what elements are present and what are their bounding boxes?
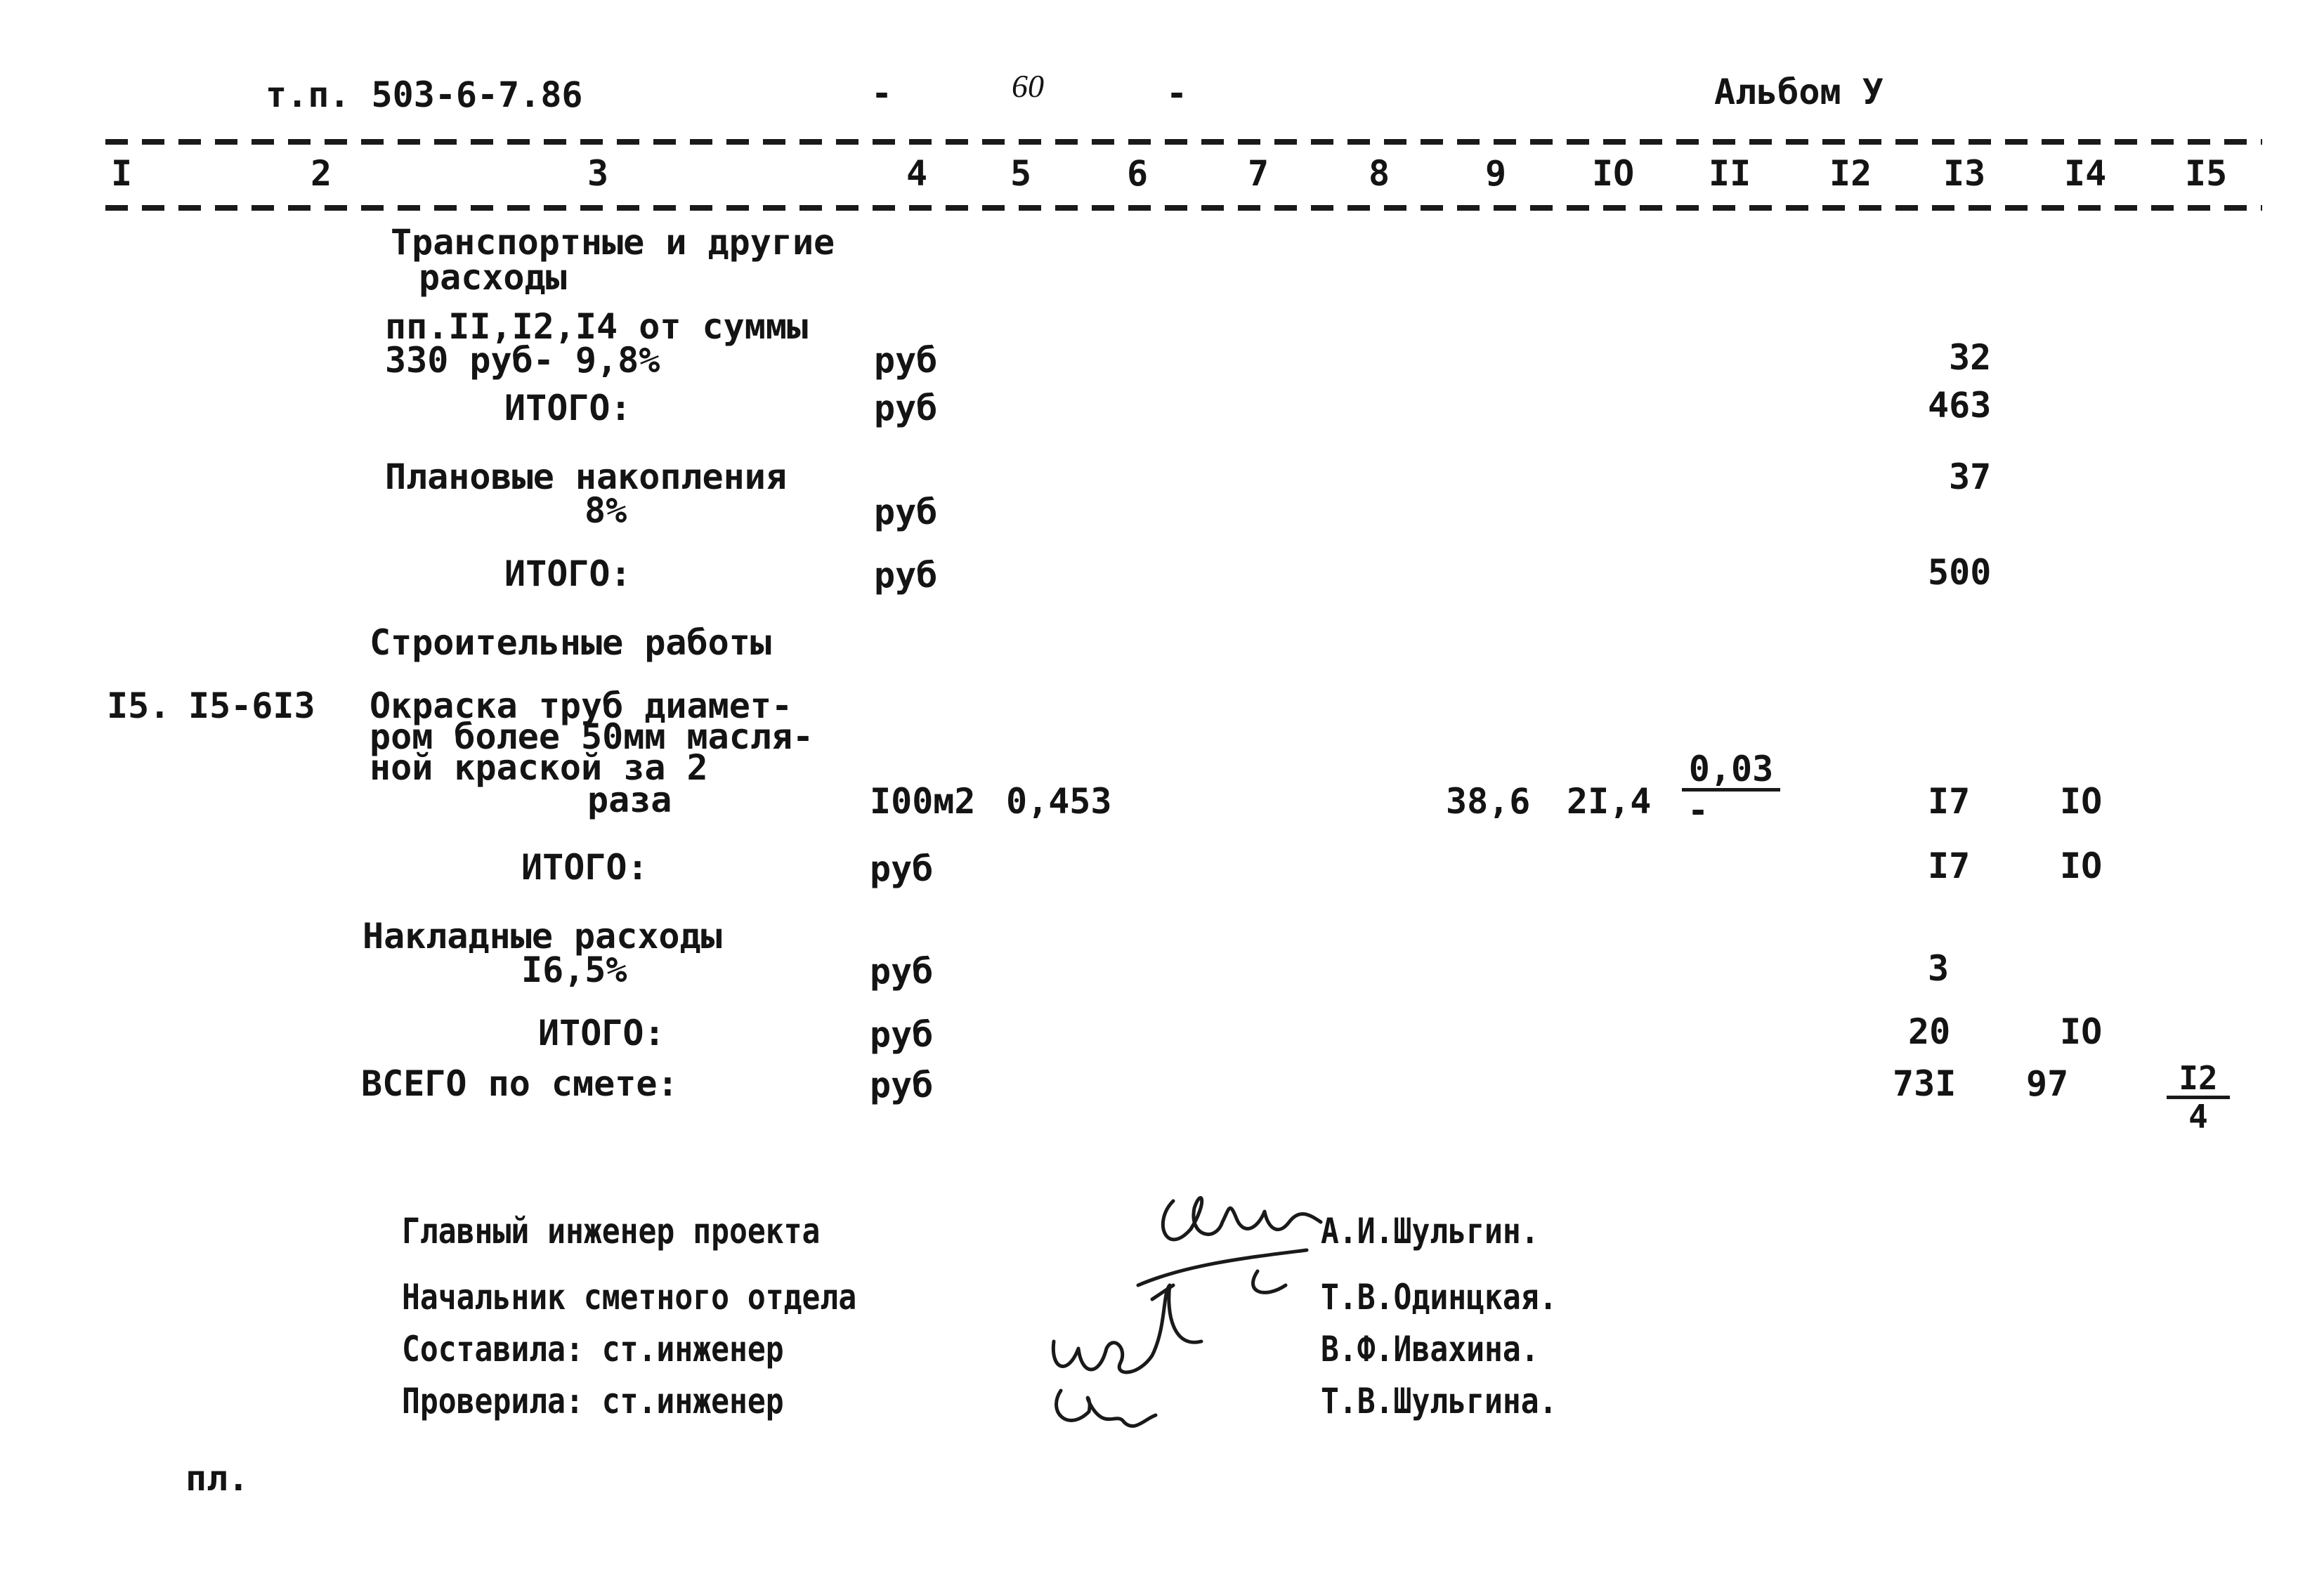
col-2: 2	[311, 153, 332, 194]
row-planned-line2: 8%	[585, 490, 627, 531]
row-total1-label: ИТОГО:	[504, 388, 632, 428]
dashed-rule-top	[105, 139, 2262, 145]
row-total3-unit: руб	[870, 848, 934, 889]
row-total4-label: ИТОГО:	[538, 1013, 665, 1053]
row-overhead-line1: Накладные расходы	[363, 916, 722, 957]
row-total1-unit: руб	[874, 388, 938, 428]
doc-code: т.п. 503-6-7.86	[266, 74, 583, 115]
row-items-line2: 330 руб- 9,8%	[385, 340, 660, 381]
grand-total-c15-denominator: 4	[2188, 1098, 2208, 1136]
row-total4-c13: 20	[1908, 1011, 1951, 1052]
col-8: 8	[1369, 153, 1390, 194]
row-overhead-unit: руб	[870, 951, 934, 992]
album-label: Альбом У	[1714, 72, 1884, 112]
row-total3-c13: I7	[1928, 846, 1971, 886]
header-dash-right: -	[1166, 73, 1188, 114]
row-total1-c13: 463	[1928, 385, 1992, 426]
col-3: 3	[587, 153, 609, 194]
row-items-c13: 32	[1949, 337, 1992, 378]
col-5: 5	[1010, 153, 1032, 194]
signature-role-compiled-by: Составила: ст.инженер	[402, 1329, 784, 1370]
row-items-line1: пп.II,I2,I4 от суммы	[385, 306, 809, 347]
work-line4: раза	[587, 780, 672, 820]
col-10: IO	[1592, 153, 1635, 194]
work-col13: I7	[1928, 781, 1971, 822]
row-planned-unit: руб	[874, 492, 938, 532]
grand-total-c14: 97	[2026, 1063, 2069, 1104]
work-col9: 38,6	[1446, 781, 1531, 822]
work-line1: Окраска труб диамет-	[370, 685, 793, 726]
row-total2-unit: руб	[874, 555, 938, 596]
signature-name-checked-by: Т.В.Шульгина.	[1321, 1381, 1558, 1421]
row-total3-label: ИТОГО:	[521, 847, 648, 888]
grand-total-unit: руб	[870, 1065, 934, 1105]
signature-role-checked-by: Проверила: ст.инженер	[402, 1381, 784, 1421]
col-13: I3	[1943, 153, 1986, 194]
row-overhead-line2: I6,5%	[521, 950, 627, 990]
work-col11-fraction	[1682, 749, 1780, 831]
signature-name-chief-engineer: А.И.Шульгин.	[1321, 1211, 1539, 1252]
work-col14: IO	[2060, 781, 2103, 822]
row-planned-c13: 37	[1949, 457, 1992, 497]
row-planned-line1: Плановые накопления	[385, 457, 787, 497]
row-total2-label: ИТОГО:	[504, 553, 632, 594]
row-overhead-c13: 3	[1928, 948, 1950, 989]
handwritten-signature-compiled	[1040, 1271, 1222, 1440]
col-12: I2	[1829, 153, 1872, 194]
col-4: 4	[906, 153, 928, 194]
dashed-rule-bottom	[105, 205, 2262, 211]
row-total3-c14: IO	[2060, 846, 2103, 886]
row-items-unit: руб	[874, 340, 938, 381]
col-9: 9	[1485, 153, 1507, 194]
col-15: I5	[2185, 153, 2228, 194]
grand-total-c15-numerator: I2	[2167, 1062, 2230, 1099]
work-line2: ром более 50мм масля-	[370, 716, 814, 757]
work-col11-denominator: -	[1687, 790, 1709, 831]
col-7: 7	[1248, 153, 1269, 194]
row-total4-unit: руб	[870, 1014, 934, 1055]
signature-name-estimate-head: Т.В.Одинцкая.	[1321, 1277, 1558, 1318]
work-unit: I00м2	[870, 781, 976, 822]
grand-total-c13: 73I	[1893, 1063, 1957, 1104]
row-total2-c13: 500	[1928, 552, 1992, 593]
footer-mark: пл.	[185, 1458, 249, 1499]
page-number: 60	[1012, 68, 1044, 104]
col-14: I4	[2064, 153, 2107, 194]
work-col11-numerator: 0,03	[1682, 751, 1780, 792]
grand-total-c15-fraction	[2167, 1059, 2230, 1136]
row-total4-c14: IO	[2060, 1011, 2103, 1052]
section-title: Строительные работы	[370, 622, 771, 663]
work-line3: ной краской за 2	[370, 747, 708, 788]
work-quantity: 0,453	[1006, 781, 1112, 822]
col-11: II	[1709, 153, 1751, 194]
col-6: 6	[1127, 153, 1149, 194]
work-code: I5-6I3	[188, 685, 315, 726]
signature-name-compiled-by: В.Ф.Ивахина.	[1321, 1329, 1539, 1370]
row-transport-line1: Транспортные и другие	[391, 222, 835, 263]
signature-role-chief-engineer: Главный инженер проекта	[402, 1211, 821, 1252]
signature-role-estimate-head: Начальник сметного отдела	[402, 1277, 857, 1318]
work-col10: 2I,4	[1567, 781, 1652, 822]
col-1: I	[111, 153, 133, 194]
work-number: I5.	[107, 685, 171, 726]
grand-total-label: ВСЕГО по смете:	[361, 1063, 679, 1104]
row-transport-line2: расходы	[419, 257, 567, 298]
header-dash-left: -	[871, 73, 893, 114]
